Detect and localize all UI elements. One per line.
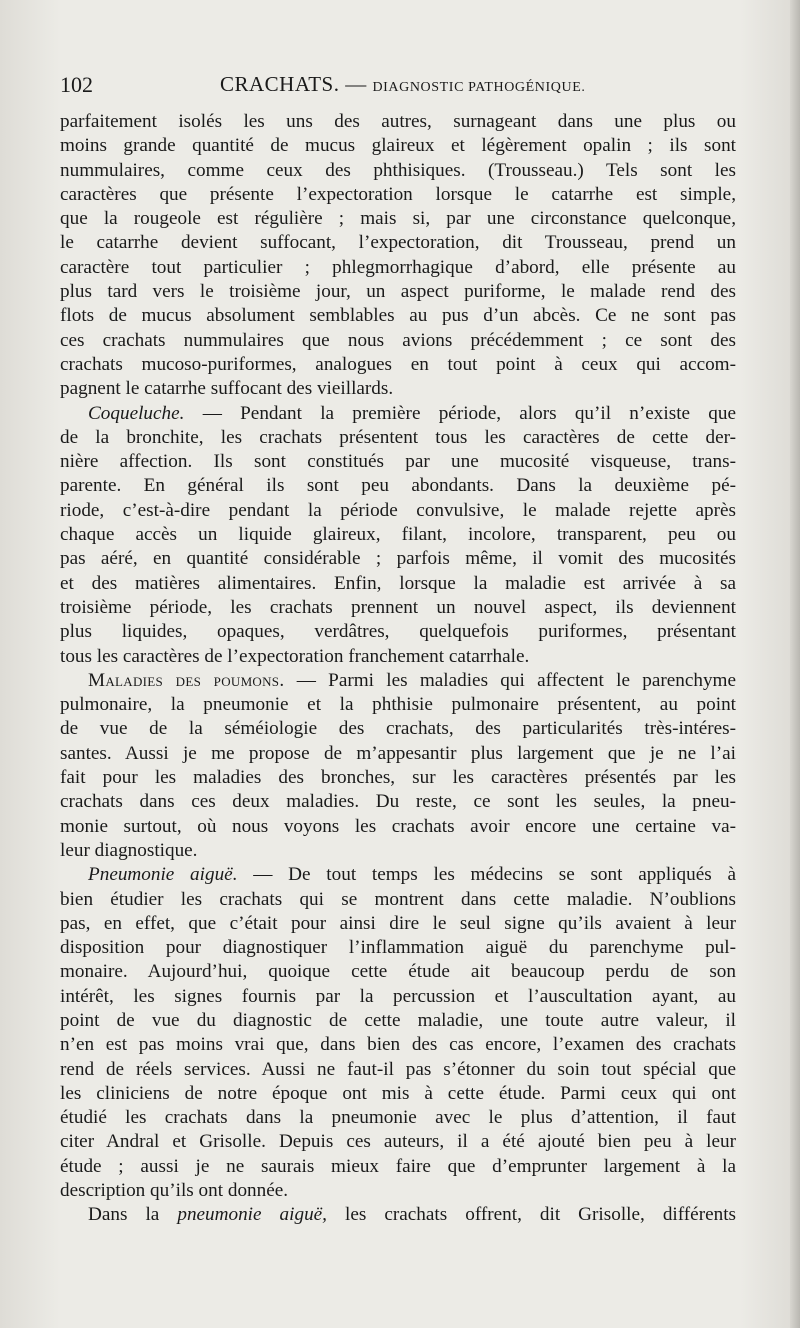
italic-heading: pneumonie aiguë, — [177, 1204, 327, 1226]
page-edge — [790, 0, 800, 1328]
text-line: leur diagnostique. — [60, 839, 198, 861]
text-line: étudié les crachats dans la pneumonie avec le plus d’attention, il faut — [60, 1107, 736, 1129]
text-line: crachats dans ces deux maladies. Du reste, ce sont les seules, la pneu- — [60, 791, 736, 813]
text-line: moins grande quantité de mucus glaireux et légèrement opalin ; ils sont — [60, 135, 736, 157]
text-line: les cliniciens de notre époque ont mis à cette étude. Parmi ceux qui ont — [60, 1082, 736, 1104]
section-heading: Maladies des poumons. — [88, 669, 285, 691]
text-line: de vue de la séméiologie des crachats, des particularités très-intéres- — [60, 718, 736, 740]
text-line: monie surtout, où nous voyons les crachats avoir encore une certaine va- — [60, 815, 736, 837]
running-title — [220, 72, 585, 97]
text-line: fait pour les maladies des bronches, sur les caractères présentés par les — [60, 767, 736, 789]
text-line: pulmonaire, la pneumonie et la phthisie pulmonaire présentent, au point — [60, 694, 736, 716]
running-header — [60, 72, 740, 100]
text-line: étude ; aussi je ne saurais mieux faire que d’emprunter largement à la — [60, 1155, 736, 1177]
text-line: riode, c’est-à-dire pendant la période convulsive, le malade rejette après — [60, 499, 736, 521]
text-line: que la rougeole est régulière ; mais si, par une circonstance quelconque, — [60, 208, 736, 230]
text-line: bien étudier les crachats qui se montrent dans cette maladie. N’oublions — [60, 888, 736, 910]
text-line: le catarrhe devient suffocant, l’expectoration, dit Trousseau, prend un — [60, 232, 736, 254]
body-text — [60, 110, 736, 1228]
text-line: disposition pour diagnostiquer l’inflammation aiguë du parenchyme pul- — [60, 937, 736, 959]
header-subtitle: DIAGNOSTIC PATHOGÉNIQUE. — [372, 80, 586, 95]
text-line — [60, 1203, 736, 1227]
text-line — [60, 669, 736, 693]
text-line: pas aéré, en quantité considérable ; parfois même, il vomit des mucosités — [60, 548, 736, 570]
italic-heading: Coqueluche. — [88, 402, 185, 424]
text-line: citer Andral et Grisolle. Depuis ces auteurs, il a été ajouté bien peu à leur — [60, 1131, 736, 1153]
text-line: n’en est pas moins vrai que, dans bien des cas encore, l’examen des crachats — [60, 1034, 736, 1056]
text-line: crachats mucoso-puriformes, analogues en tout point à ceux qui accom- — [60, 353, 736, 375]
text-line: plus tard vers le troisième jour, un aspect puriforme, le malade rend des — [60, 281, 736, 303]
text-line: parfaitement isolés les uns des autres, surnageant dans une plus ou — [60, 111, 736, 132]
text-line: description qu’ils ont donnée. — [60, 1180, 289, 1202]
text-line: nière affection. Ils sont constitués par une mucosité visqueuse, trans- — [60, 451, 736, 473]
text-line: santes. Aussi je me propose de m’appesantir plus largement que je ne l’ai — [60, 742, 736, 764]
text-line: monaire. Aujourd’hui, quoique cette étude ait beaucoup perdu de son — [60, 961, 736, 983]
header-dash: — — [345, 72, 367, 96]
text-line: et des matières alimentaires. Enfin, lorsque la maladie est arrivée à sa — [60, 572, 736, 594]
text-line: caractère tout particulier ; phlegmorrhagique d’abord, elle présente au — [60, 256, 736, 278]
text-line — [60, 863, 736, 887]
text-line: flots de mucus absolument semblables au pus d’un abcès. Ce ne sont pas — [60, 305, 736, 327]
page-number: 102 — [60, 72, 93, 97]
header-title: CRACHATS. — [220, 72, 340, 96]
text-line: point de vue du diagnostic de cette maladie, une toute autre valeur, il — [60, 1009, 736, 1031]
text-line: pas, en effet, que c’était pour ainsi dire le seul signe qu’ils avaient à leur — [60, 912, 736, 934]
text-line: plus liquides, opaques, verdâtres, quelquefois puriformes, présentant — [60, 621, 736, 643]
text-line: intérêt, les signes fournis par la percussion et l’auscultation ayant, au — [60, 985, 736, 1007]
text-line: chaque accès un liquide glaireux, filant, incolore, transparent, peu ou — [60, 524, 736, 546]
line-text: les crachats offrent, dit Grisolle, différents — [326, 1204, 736, 1226]
italic-heading: Pneumonie aiguë. — [88, 864, 238, 886]
text-line: tous les caractères de l’expectoration franchement catarrhale. — [60, 645, 530, 667]
text-line: nummulaires, comme ceux des phthisiques. (Trousseau.) Tels sont les — [60, 159, 736, 181]
text-line: troisième période, les crachats prennent un nouvel aspect, ils deviennent — [60, 596, 736, 618]
text-line: pagnent le catarrhe suffocant des vieillards. — [60, 378, 394, 400]
text-line: rend de réels services. Aussi ne faut-il pas s’étonner du soin tout spécial que — [60, 1058, 736, 1080]
text-line: caractères que présente l’expectoration lorsque le catarrhe est simple, — [60, 183, 736, 205]
text-line: ces crachats nummulaires que nous avions précédemment ; ce sont des — [60, 329, 736, 351]
line-prefix: Dans la — [88, 1204, 178, 1226]
line-text: — De tout temps les médecins se sont appliqués à — [237, 864, 736, 886]
line-text: — Parmi les maladies qui affectent le parenchyme — [284, 669, 736, 691]
line-text: — Pendant la première période, alors qu’il n’existe que — [184, 402, 736, 424]
text-line: parente. En général ils sont peu abondants. Dans la deuxième pé- — [60, 475, 736, 497]
text-line: de la bronchite, les crachats présentent tous les caractères de cette der- — [60, 426, 736, 448]
text-line — [60, 402, 736, 426]
